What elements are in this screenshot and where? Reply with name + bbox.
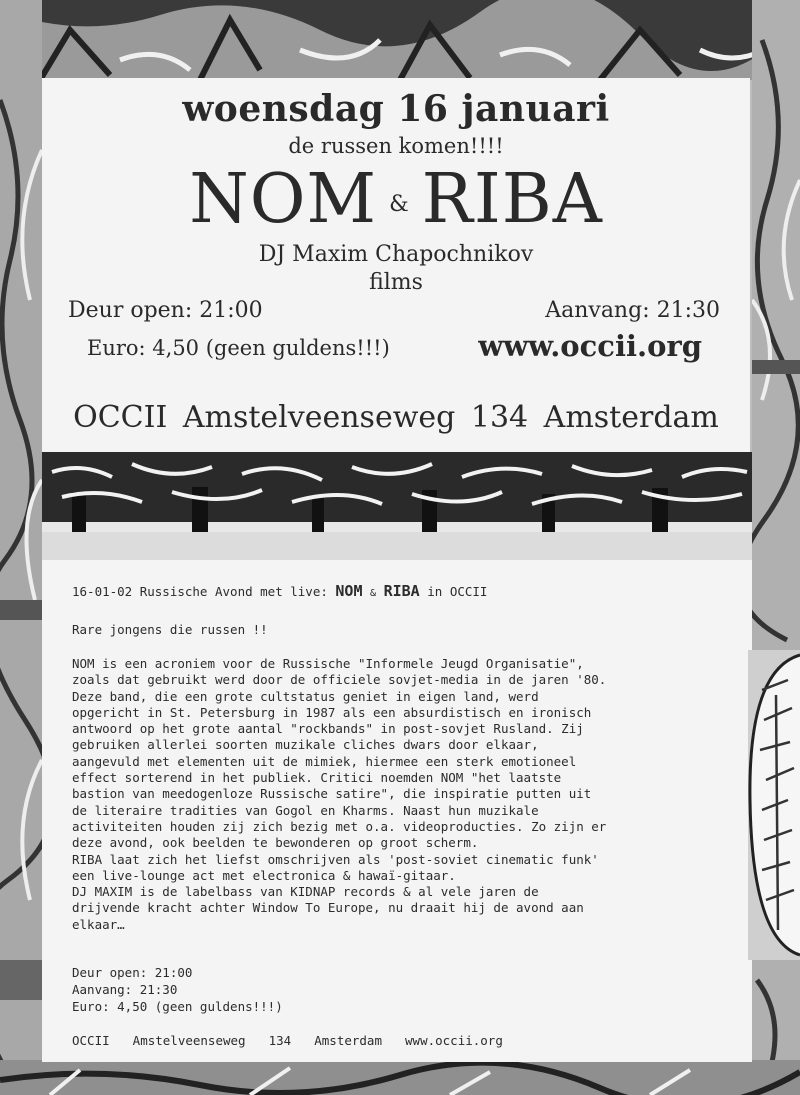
press-band-riba: RIBA [383,582,420,600]
body-line: bastion van meedogenloze Russische satire", die inspiratie putten uit [72,786,592,802]
comic-collage-left [0,0,42,1095]
band-riba: RIBA [421,160,603,239]
press-body [72,656,742,933]
films-label: films [369,270,423,295]
door-open-time: Deur open: 21:00 [68,298,263,323]
press-subheading: Rare jongens die russen !! [72,622,268,637]
press-headline [72,582,487,600]
press-ampersand: & [370,588,377,599]
body-line: DJ MAXIM is de labelbass van KIDNAP records & al vele jaren de [72,884,539,900]
tagline: de russen komen!!!! [288,134,504,158]
info-price: Euro: 4,50 (geen guldens!!!) [72,999,283,1014]
press-headline-suffix: in OCCII [419,584,488,599]
press-band-nom: NOM [335,582,363,600]
body-line: antwoord op het grote aantal "rockbands" in post-sovjet Rusland. Zij [72,721,584,737]
comic-collage-bottom [0,1060,800,1095]
poster-panel [42,78,750,454]
website-link[interactable]: www.occii.org [478,329,702,363]
body-line: effect sorterend in het publiek. Critici noemden NOM "het laatste [72,770,562,786]
body-line: NOM is een acroniem voor de Russische "Informele Jeugd Organisatie", [72,656,584,671]
dj-name: DJ Maxim Chapochnikov [258,242,534,267]
press-info [72,964,283,1015]
venue-address: OCCII Amstelveenseweg 134 Amsterdam [73,400,719,435]
snowy-forest-image [42,452,752,560]
price: Euro: 4,50 (geen guldens!!!) [87,336,390,360]
ampersand: & [389,192,410,217]
body-line: elkaar… [72,916,125,932]
body-line: aangevuld met elementen uit de mimiek, hiermee een sterk emotioneel [72,753,577,769]
body-line: de literaire tradities van Gogol en Kharms. Naast hun muzikale [72,802,539,818]
headline [42,160,750,239]
body-line: RIBA laat zich het liefst omschrijven als 'post-soviet cinematic funk' [72,851,599,867]
body-line: opgericht in St. Petersburg in 1987 als een absurdistisch en ironisch [72,704,592,720]
press-footer: OCCII Amstelveenseweg 134 Amsterdam www.occii.org [72,1033,503,1048]
info-start-time: Aanvang: 21:30 [72,982,178,997]
comic-collage-top [0,0,800,80]
info-door-open: Deur open: 21:00 [72,965,193,980]
body-line: deze avond, ook beelden te bewonderen op groot scherm. [72,835,479,851]
body-line: een live-lounge act met electronica & hawaï-gitaar. [72,867,456,883]
body-line: zoals dat gebruikt werd door de officiele sovjet-media in de jaren '80. [72,672,607,688]
press-text-panel [42,560,752,1062]
body-line: gebruiken allerlei soorten muzikale cliches dwars door elkaar, [72,737,539,753]
body-line: drijvende kracht achter Window To Europe, nu draait hij de avond aan [72,900,584,916]
body-line: Deze band, die een grote cultstatus geniet in eigen land, werd [72,688,539,704]
comic-speech-bubble [748,650,800,960]
start-time: Aanvang: 21:30 [545,298,720,323]
press-headline-prefix: 16-01-02 Russische Avond met live: [72,584,336,599]
event-date: woensdag 16 januari [182,88,610,130]
band-nom: NOM [189,160,378,239]
body-line: activiteiten houden zij zich bezig met o.a. videoproducties. Zo zijn er [72,818,607,834]
